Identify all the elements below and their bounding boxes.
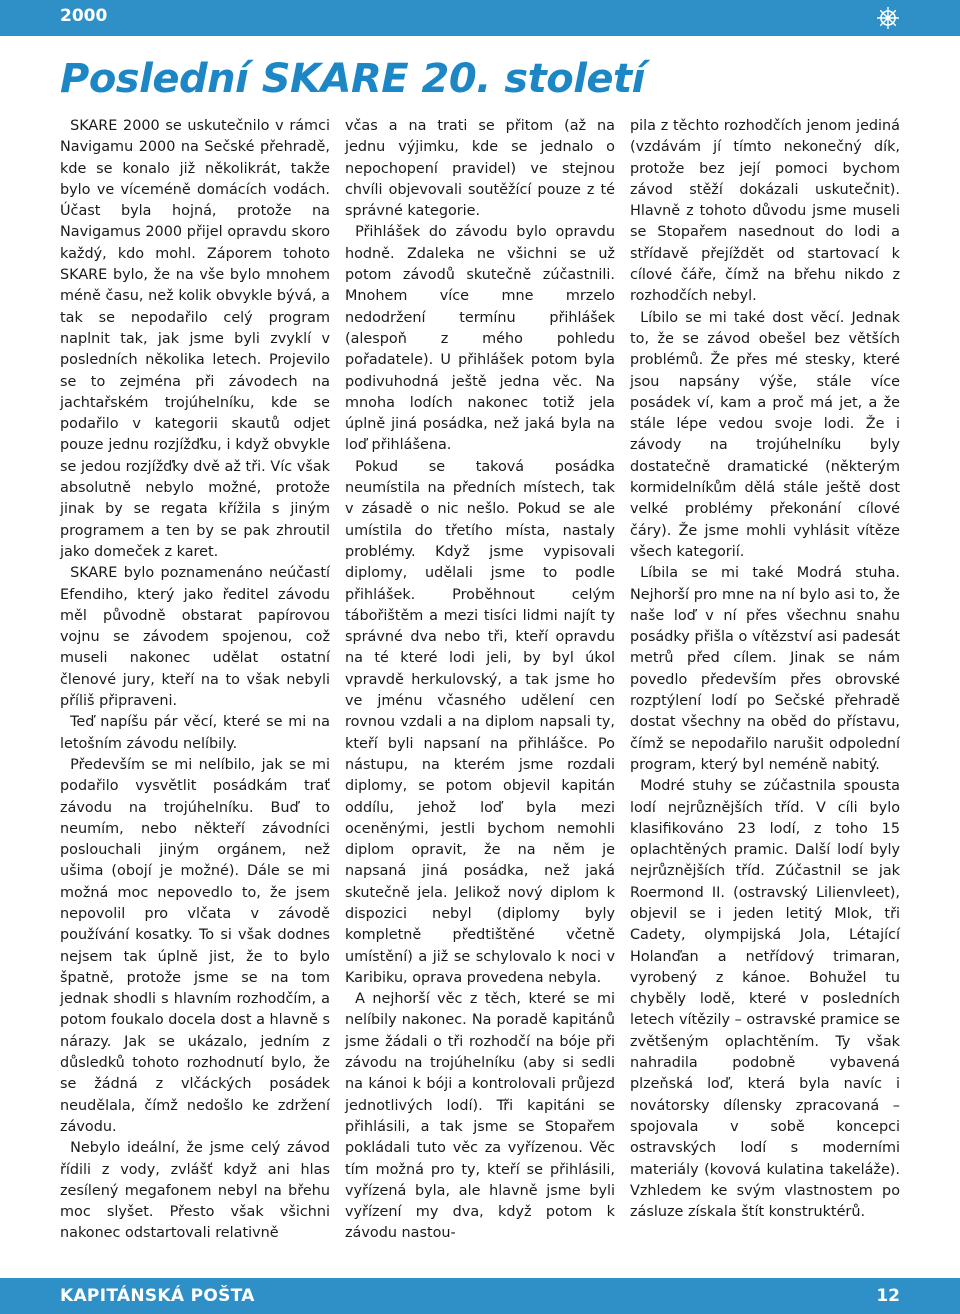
magazine-name: KAPITÁNSKÁ POŠTA xyxy=(60,1286,255,1306)
paragraph: A nejhorší věc z těch, které se mi nelíbily nakonec. Na poradě kapitánů jsme žádali o tři rozhodčí na bóje při závodu na trojúhelníku (aby si sedli na kánoi k bóji a kontrolovali průjezd jednotlivých lodí). Tři kapitáni se přihlásili, a tak jsme se Stopařem pokládali tuto věc za vyřízenou. Věc tím možná pro ty, kteří se přihlásili, vyřízená byla, ale hlavně jsme byli vyřízení my dva, když potom k závodu nastou- xyxy=(345,991,615,1242)
paragraph: Především se mi nelíbilo, jak se mi podařilo vysvětlit posádkám trať závodu na trojúhelníku. Buď to neumím, nebo někteří závodníci poslouchali jiným orgánem, než ušima (obojí je možné). Dále se mi možná moc nepovedlo to, že jsem nepovolil pro vlčata v závodě používání kosatky. To si však dodnes nejsem tak úplně jist, že to bylo špatně, protože jsme se na tom jednak shodli s hlavním rozhodčím, a potom foukalo docela dost a hlavně s nárazy. Jak se ukázalo, jedním z důsledků tohoto rozhodnutí bylo, že se žádná z vlčáckých posádek neudělala, čímž nedošlo ke zdržení závodu. xyxy=(60,756,330,1135)
footer-bar xyxy=(0,1278,960,1314)
paragraph: Líbilo se mi také dost věcí. Jednak to, že se závod obešel bez větších problémů. Že přes mé stesky, které jsou napsány výše, stále více posádek ví, kam a proč má jet, a že stále lépe vedou svoje lodi. Že i závody na trojúhelníku byly dostatečně dramatické (některým kormidelníkům dělá stále ještě dost velké problémy překonání cílové čáry). Že jsme mohli vyhlásit vítěze všech kategorií. xyxy=(630,309,900,560)
article-column-1 xyxy=(60,116,330,1245)
ship-wheel-emblem-icon xyxy=(876,5,900,31)
article-column-3 xyxy=(630,116,900,1223)
paragraph: pila z těchto rozhodčích jenom jediná (vzdávám jí tímto nekonečný dík, protože bez její pomoci bychom závod stěží dokázali uskutečnit). Hlavně z tohoto důvodu jsme museli se Stopařem nasednout do lodi a střídavě přejíždět od startovací k cílové čáře, čímž na břehu nikdo z rozhodčích nebyl. xyxy=(630,118,900,305)
header-year: 2000 xyxy=(60,6,108,26)
paragraph: Líbila se mi také Modrá stuha. Nejhorší pro mne na ní bylo asi to, že naše loď v ní přes všechnu snahu posádky přišla o vítězství asi padesát metrů před cílem. Jinak se nám povedlo především přes obrovské rozptýlení lodí po Sečské přehradě dostat všechny na oběd do přístavu, čímž se nepodařilo narušit odpolední program, který byl neméně nabitý. xyxy=(630,565,900,773)
paragraph: Nebylo ideální, že jsme celý závod řídili z vody, zvlášť když ani hlas zesílený megafonem nebyl na břehu moc slyšet. Přesto však všichni nakonec odstartovali relativně xyxy=(60,1140,330,1242)
paragraph: SKARE bylo poznamenáno neúčastí Efendiho, který jako ředitel závodu měl původně obstarat papírovou vojnu se závodem spojenou, což museli nakonec udělat ostatní členové jury, kteří na to však nebyli příliš připraveni. xyxy=(60,565,330,710)
paragraph: Teď napíšu pár věcí, které se mi na letošním závodu nelíbily. xyxy=(60,714,330,752)
page-number: 12 xyxy=(876,1286,900,1306)
paragraph: SKARE 2000 se uskutečnilo v rámci Navigamu 2000 na Sečské přehradě, kde se konalo již několikrát, takže bylo ve víceméně domácích vodách. Účast byla hojná, protože na Navigamus 2000 přijel opravdu skoro každý, kdo mohl. Záporem tohoto SKARE bylo, že na vše bylo mnohem méně času, než kolik obvykle bývá, a tak se nepodařilo celý program naplnit tak, jak jsme byli zvyklí v posledních několika letech. Projevilo se to zejména při závodech na jachtařském trojúhelníku, kde se podařilo v kategorii skautů odjet pouze jednu rozjížďku, i když obvykle se jedou rozjížďky dvě až tři. Víc však absolutně nebylo možné, protože jinak by se regata křížila s jiným programem a ten by se pak zhroutil jako domeček z karet. xyxy=(60,118,330,560)
article-column-2 xyxy=(345,116,615,1245)
paragraph: Modré stuhy se zúčastnila spousta lodí nejrůznějších tříd. V cíli bylo klasifikováno 23 lodí, z toho 15 oplachtěných pramic. Další lodí byly nejrůznějších tříd. Zúčastnil se jak Roermond II. (ostravský Lilienvleet), objevil se i jeden letitý Mlok, tři Cadety, olympijská Jola, Létající Holanďan a netřídový trimaran, vyrobený z kánoe. Bohužel tu chyběly lodě, které v posledních letech vítězily – ostravské pramice se zvětšeným oplachtěním. Ty však nahradila podobně vybavená plzeňská loď, která byla navíc i novátorsky dílensky zpracovaná – spojovala v sobě koncepci ostravských lodí s moderními materiály (kovová kulatina takeláže). Vzhledem ke svým vlastnostem po zásluze získala štít konstruktérů. xyxy=(630,778,900,1221)
header-bar xyxy=(0,0,960,36)
paragraph: včas a na trati se přitom (až na jednu výjimku, kde se jednalo o nepochopení pravidel) ve stejnou chvíli objevovali soutěžící pouze z té správné kategorie. xyxy=(345,118,615,220)
paragraph: Pokud se taková posádka neumístila na předních místech, tak v zásadě o nic nešlo. Pokud se ale umístila do třetího místa, nastaly problémy. Když jsme vypisovali diplomy, udělali jsme to podle přihlášek. Proběhnout celým tábořištěm a mezi tisíci lidmi najít ty správné dva nebo tři, kteří opravdu na té které lodi jeli, by byl úkol vpravdě herkulovský, a tak jsme ho ve jménu včasného udělení cen rovnou vzdali a na diplom napsali ty, kteří byli napsaní na přihlášce. Po nástupu, na kterém jsme rozdali diplomy, se potom objevil kapitán oddílu, jehož loď byla mezi oceněnými, jestli bychom nemohli diplom opravit, že na něm je napsaná jiná posádka, než jaká skutečně jela. Jelikož nový diplom k dispozici nebyl (diplomy byly kompletně předtištěné včetně umístění) a již se schylovalo k noci v Karibiku, oprava provedena nebyla. xyxy=(345,458,615,986)
paragraph: Přihlášek do závodu bylo opravdu hodně. Zdaleka ne všichni se už potom závodů skutečně zúčastnili. Mnohem více mne mrzelo nedodržení termínu přihlášek (alespoň z mého pohledu pořadatele). U přihlášek potom byla podivuhodná ještě jedna věc. Na mnoha lodích nakonec totiž jela úplně jiná posádka, než jaká byla na loď přihlášena. xyxy=(345,224,615,454)
article-title: Poslední SKARE 20. století xyxy=(60,56,645,102)
